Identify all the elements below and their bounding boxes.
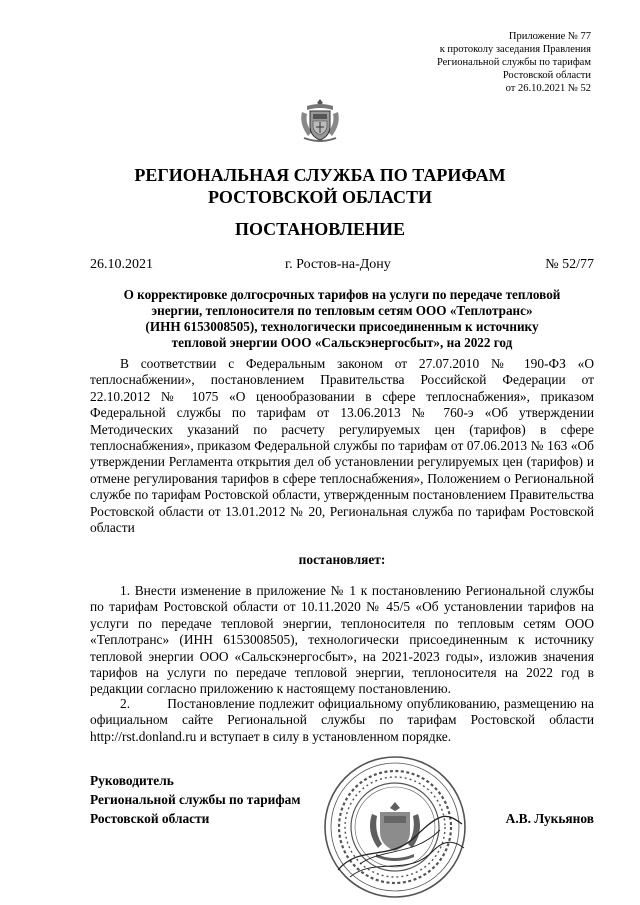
subject-line: энергии, теплоносителя по тепловым сетям ООО «Теплотранс» <box>151 303 533 318</box>
organization-title-line: РОСТОВСКОЙ ОБЛАСТИ <box>208 187 432 207</box>
subject-line: (ИНН 6153008505), технологически присоединенным к источнику <box>145 319 539 334</box>
signatory-position-line: Руководитель <box>90 773 174 788</box>
clause-2-paragraph: 2. Постановление подлежит официальному опубликованию, размещению на официальном сайте Региональной службы по тарифам Ростовской области http://rst.donland.ru и вступает в силу в установленном порядке. <box>90 696 594 744</box>
decree-word: постановляет: <box>298 552 386 567</box>
organization-title <box>0 164 640 208</box>
signatory-position-line: Региональной службы по тарифам <box>90 792 301 807</box>
coat-of-arms-emblem-icon <box>298 96 342 144</box>
appendix-line: Региональной службы по тарифам <box>436 57 591 68</box>
preamble-paragraph: В соответствии с Федеральным законом от 27.07.2010 № 190-ФЗ «О теплоснабжении», постановлением Правительства Российской Федерации от 22.10.2012 № 1075 «О ценообразовании в сфере теплоснабжения», приказом Федеральной службы по тарифам от 13.06.2013 № 760-э «Об утверждении Методических указаний по расчету регулируемых цен (тарифов) в сфере теплоснабжения», приказом Федеральной службы по тарифам от 07.06.2013 № 163 «Об утверждении Регламента открытия дел об установлении регулируемых цен (тарифов) и отмене регулирования тарифов в сфере теплоснабжения», Положением о Региональной службе по тарифам Ростовской области, утвержденным постановлением Правительства Ростовской области от 13.01.2012 № 20, Региональная служба по тарифам Ростовской области <box>90 356 594 536</box>
appendix-block <box>437 30 591 95</box>
signatory-position <box>90 771 300 828</box>
document-type-heading: ПОСТАНОВЛЕНИЕ <box>234 219 406 239</box>
official-seal-stamp-icon <box>320 752 470 902</box>
clause-1-paragraph: 1. Внести изменение в приложение № 1 к постановлению Региональной службы по тарифам Ростовской области от 10.11.2020 № 45/5 «Об установлении тарифов на услуги по передаче тепловой энергии, теплоносителя по тепловым сетям ООО «Теплотранс» (ИНН 6153008505), технологически присоединенным к источнику тепловой энергии ООО «Сальскэнергосбыт», на 2021-2023 годы», изложив значения тарифов на услуги по передаче тепловой энергии, теплоносителя на 2022 год в редакции согласно приложению к настоящему постановлению. <box>90 583 594 697</box>
document-place: г. Ростов-на-Дону <box>285 257 391 272</box>
signatory-position-line: Ростовской области <box>90 811 210 826</box>
subject-line: тепловой энергии ООО «Сальскэнергосбыт», на 2022 год <box>171 335 513 350</box>
signatory-name: А.В. Лукьянов <box>505 811 594 826</box>
document-subject <box>90 287 594 351</box>
document-number: № 52/77 <box>545 257 594 272</box>
appendix-line: Ростовской области <box>502 70 591 81</box>
document-date: 26.10.2021 <box>90 257 153 272</box>
appendix-line: Приложение № 77 <box>508 31 591 42</box>
organization-title-line: РЕГИОНАЛЬНАЯ СЛУЖБА ПО ТАРИФАМ <box>134 165 506 185</box>
appendix-line: от 26.10.2021 № 52 <box>505 83 591 94</box>
subject-line: О корректировке долгосрочных тарифов на услуги по передаче тепловой <box>123 287 561 302</box>
document-meta-row <box>90 256 594 274</box>
appendix-line: к протоколу заседания Правления <box>439 44 591 55</box>
